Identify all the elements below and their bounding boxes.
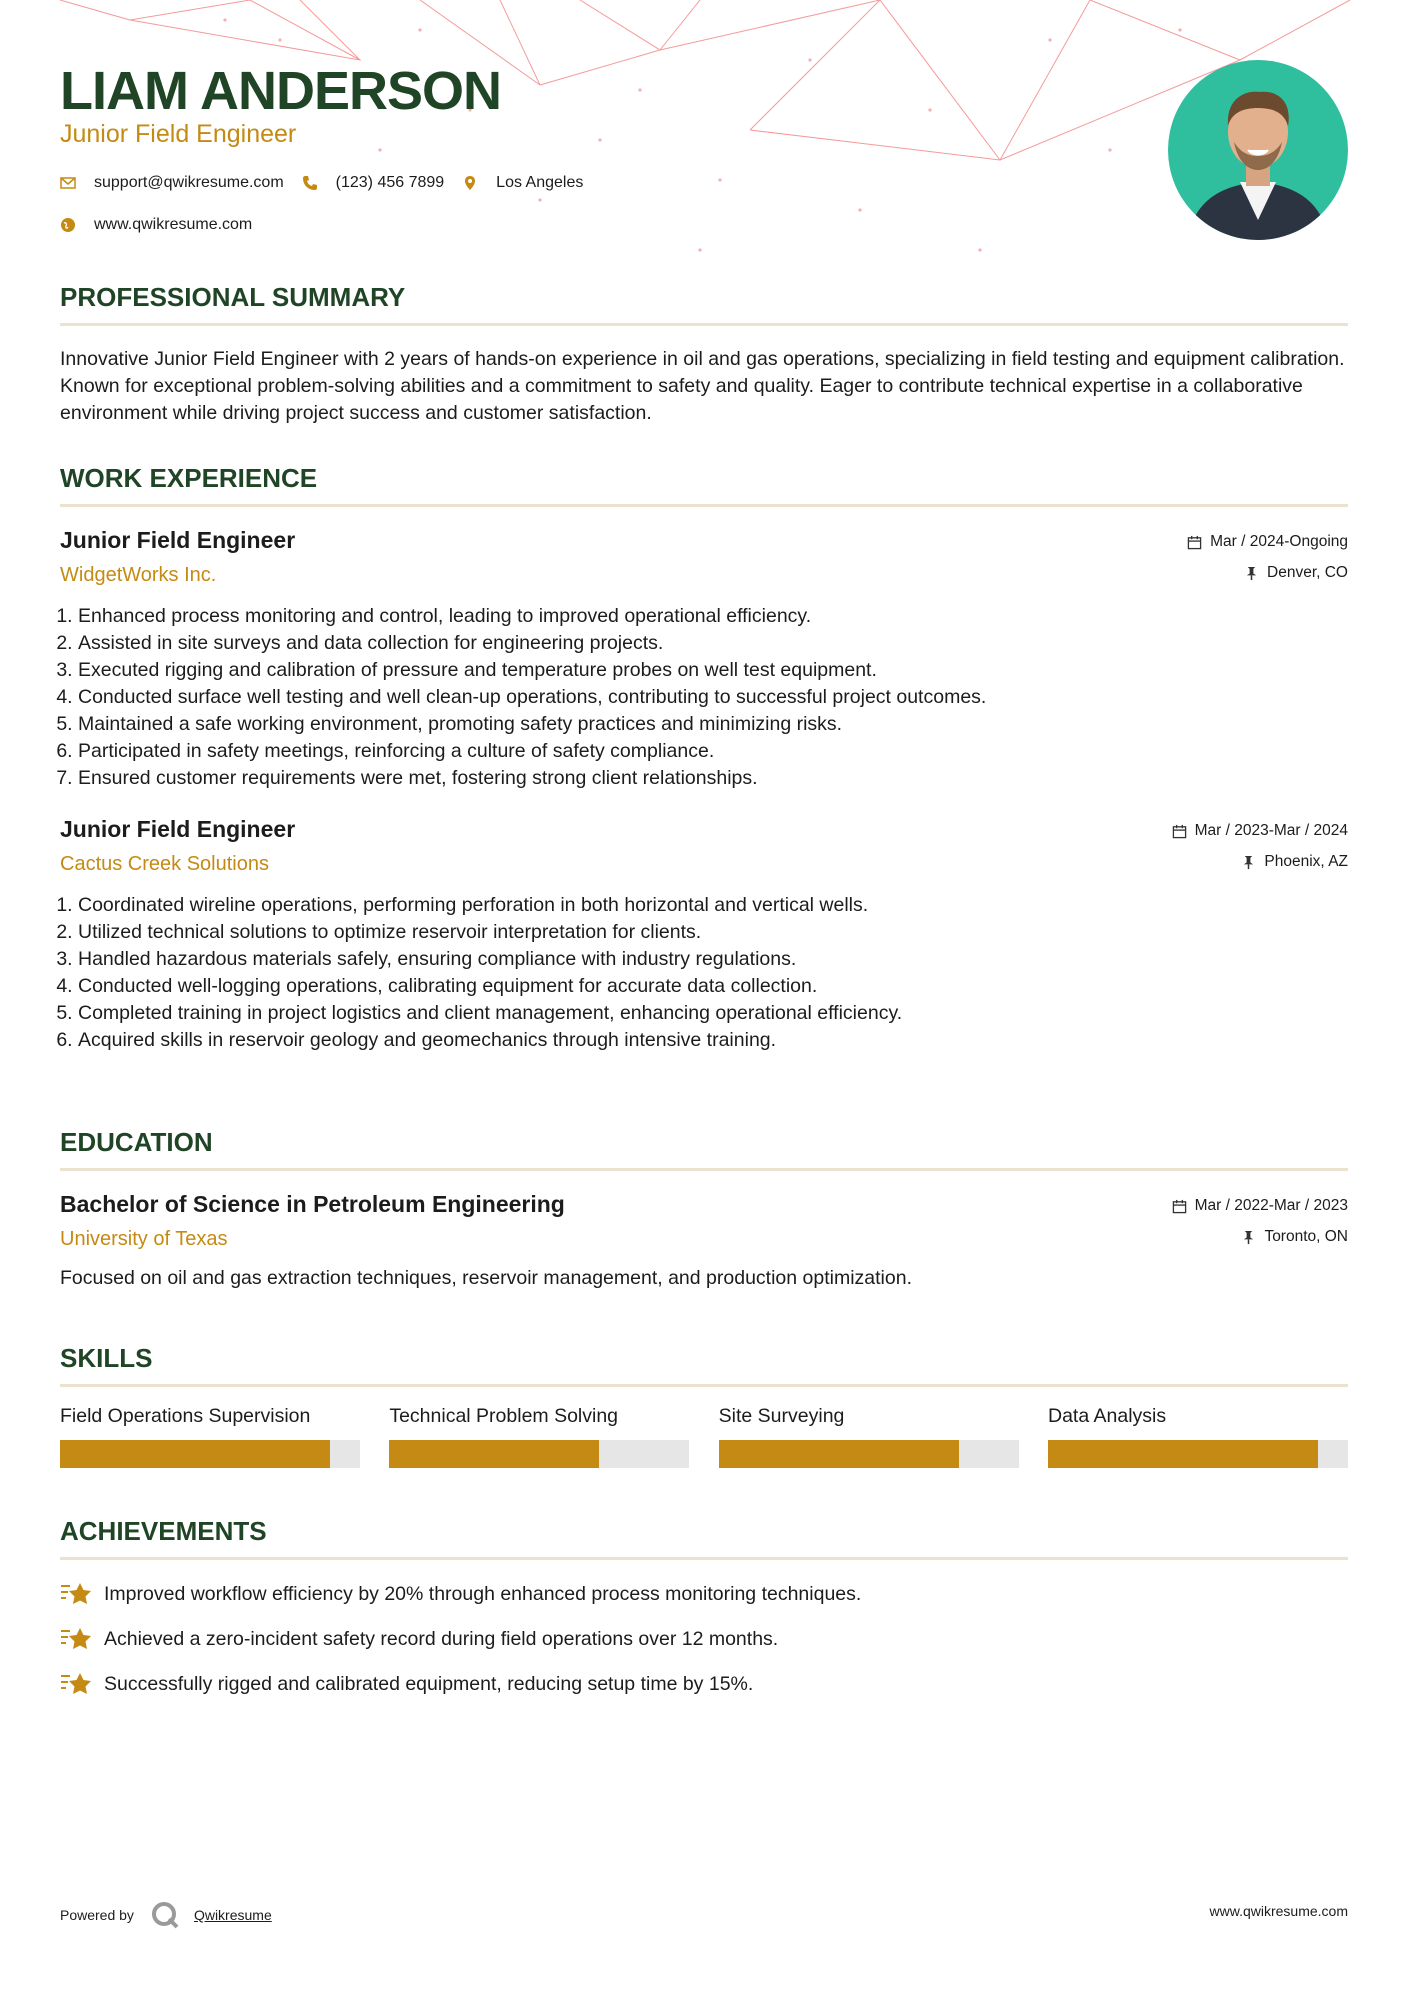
education-meta	[1172, 1197, 1348, 1246]
summary-text: Innovative Junior Field Engineer with 2 years of hands-on experience in oil and gas operations, specializing in field testing and equipment calibration. Known for exceptional problem-solving abilities and a commitment to safety and quality. Eager to contribute technical expertise in a collaborative environment while driving project success and customer satisfaction.	[60, 348, 1345, 424]
skill-item	[60, 1405, 360, 1468]
qwikresume-logo-icon	[150, 1900, 180, 1930]
pushpin-icon	[1241, 855, 1256, 870]
job-bullet: 1. Enhanced process monitoring and control, leading to improved operational efficiency.	[78, 603, 1348, 630]
job-title: Junior Field Engineer	[60, 527, 296, 553]
job-entry	[60, 816, 1348, 1054]
job-meta	[1187, 533, 1348, 582]
education-description: Focused on oil and gas extraction techniques, reservoir management, and production optimization.	[60, 1267, 912, 1289]
skill-bar	[719, 1440, 1019, 1468]
job-meta	[1172, 822, 1348, 871]
calendar-icon	[1172, 1199, 1187, 1214]
profile-photo	[1168, 60, 1348, 240]
achievement-item	[60, 1625, 1348, 1653]
skill-bar-fill	[389, 1440, 599, 1468]
candidate-name: LIAM ANDERSON	[60, 61, 501, 121]
achievement-text: Achieved a zero-incident safety record during field operations over 12 months.	[104, 1627, 779, 1650]
candidate-title: Junior Field Engineer	[60, 120, 297, 148]
skill-name: Data Analysis	[1047, 1405, 1167, 1427]
pushpin-icon	[1244, 566, 1259, 581]
job-bullet: 2. Assisted in site surveys and data collection for engineering projects.	[78, 630, 1348, 657]
contact-email[interactable]	[60, 174, 284, 192]
skill-bar	[389, 1440, 689, 1468]
summary-heading: PROFESSIONAL SUMMARY	[60, 282, 1348, 326]
skill-name: Site Surveying	[718, 1405, 845, 1427]
job-entry	[60, 527, 1348, 792]
achievements-heading: ACHIEVEMENTS	[60, 1516, 1348, 1560]
achievement-item	[60, 1580, 1348, 1608]
summary-section	[60, 282, 1348, 427]
calendar-icon	[1172, 824, 1187, 839]
achievement-text: Successfully rigged and calibrated equipment, reducing setup time by 15%.	[104, 1672, 754, 1695]
education-heading: EDUCATION	[60, 1127, 1348, 1171]
envelope-icon	[60, 175, 76, 191]
job-bullet: 6. Acquired skills in reservoir geology and geomechanics through intensive training.	[78, 1027, 1348, 1054]
skill-item	[1048, 1405, 1348, 1468]
skill-bar-fill	[1048, 1440, 1318, 1468]
job-bullet: 3. Executed rigging and calibration of pressure and temperature probes on well test equipment.	[78, 657, 1348, 684]
job-company: WidgetWorks Inc.	[60, 564, 217, 586]
star-badge-icon	[60, 1625, 94, 1653]
degree: Bachelor of Science in Petroleum Engineering	[60, 1191, 565, 1217]
email-text: support@qwikresume.com	[94, 174, 284, 191]
job-bullets	[60, 892, 1348, 1054]
skill-bar-fill	[60, 1440, 330, 1468]
experience-section	[60, 463, 1348, 1054]
job-location: Phoenix, AZ	[1172, 853, 1348, 871]
job-dates: Mar / 2023-Mar / 2024	[1172, 822, 1348, 840]
calendar-icon	[1187, 535, 1202, 550]
job-bullet: 4. Conducted surface well testing and well clean-up operations, contributing to successful project outcomes.	[78, 684, 1348, 711]
map-pin-icon	[462, 175, 478, 191]
job-bullet: 5. Maintained a safe working environment, promoting safety practices and minimizing risks.	[78, 711, 1348, 738]
skill-bar	[60, 1440, 360, 1468]
powered-by-text: Powered by	[60, 1907, 134, 1923]
achievements-section	[60, 1516, 1348, 1698]
location-text: Los Angeles	[496, 174, 584, 191]
experience-heading: WORK EXPERIENCE	[60, 463, 1348, 507]
education-dates: Mar / 2022-Mar / 2023	[1172, 1197, 1348, 1215]
globe-icon	[60, 217, 76, 233]
education-entry	[60, 1191, 1348, 1292]
star-badge-icon	[60, 1580, 94, 1608]
skills-heading: SKILLS	[60, 1343, 1348, 1387]
phone-text: (123) 456 7899	[335, 174, 445, 191]
job-dates: Mar / 2024-Ongoing	[1187, 533, 1348, 551]
job-bullet: 3. Handled hazardous materials safely, ensuring compliance with industry regulations.	[78, 946, 1348, 973]
skills-section	[60, 1343, 1348, 1468]
job-bullet: 4. Conducted well-logging operations, calibrating equipment for accurate data collection.	[78, 973, 1348, 1000]
contact-website[interactable]	[60, 216, 252, 234]
star-badge-icon	[60, 1670, 94, 1698]
footer-powered	[60, 1900, 272, 1930]
education-section	[60, 1127, 1348, 1292]
contact-phone[interactable]	[302, 174, 445, 192]
skill-name: Technical Problem Solving	[389, 1405, 619, 1427]
job-location: Denver, CO	[1187, 564, 1348, 582]
contact-location	[462, 174, 583, 192]
website-text: www.qwikresume.com	[94, 216, 253, 233]
skill-bar-fill	[719, 1440, 959, 1468]
school: University of Texas	[60, 1228, 228, 1250]
phone-icon	[302, 175, 318, 191]
pushpin-icon	[1241, 1230, 1256, 1245]
job-bullet: 5. Completed training in project logistics and client management, enhancing operational efficiency.	[78, 1000, 1348, 1027]
skill-name: Field Operations Supervision	[60, 1405, 311, 1427]
footer-site-link[interactable]: www.qwikresume.com	[1209, 1903, 1348, 1919]
job-bullet: 7. Ensured customer requirements were met, fostering strong client relationships.	[78, 765, 1348, 792]
job-bullet: 1. Coordinated wireline operations, performing perforation in both horizontal and vertical wells.	[78, 892, 1348, 919]
achievement-text: Improved workflow efficiency by 20% through enhanced process monitoring techniques.	[104, 1582, 862, 1605]
education-location: Toronto, ON	[1172, 1228, 1348, 1246]
skills-grid	[60, 1405, 1348, 1468]
job-title: Junior Field Engineer	[60, 816, 296, 842]
skill-item	[719, 1405, 1019, 1468]
job-bullets	[60, 603, 1348, 792]
contact-row-2	[60, 216, 270, 234]
achievement-item	[60, 1670, 1348, 1698]
job-company: Cactus Creek Solutions	[60, 853, 269, 875]
skill-bar	[1048, 1440, 1348, 1468]
skill-item	[389, 1405, 689, 1468]
job-bullet: 6. Participated in safety meetings, reinforcing a culture of safety compliance.	[78, 738, 1348, 765]
job-bullet: 2. Utilized technical solutions to optimize reservoir interpretation for clients.	[78, 919, 1348, 946]
contact-row	[60, 174, 601, 192]
brand-link[interactable]: Qwikresume	[193, 1907, 272, 1923]
